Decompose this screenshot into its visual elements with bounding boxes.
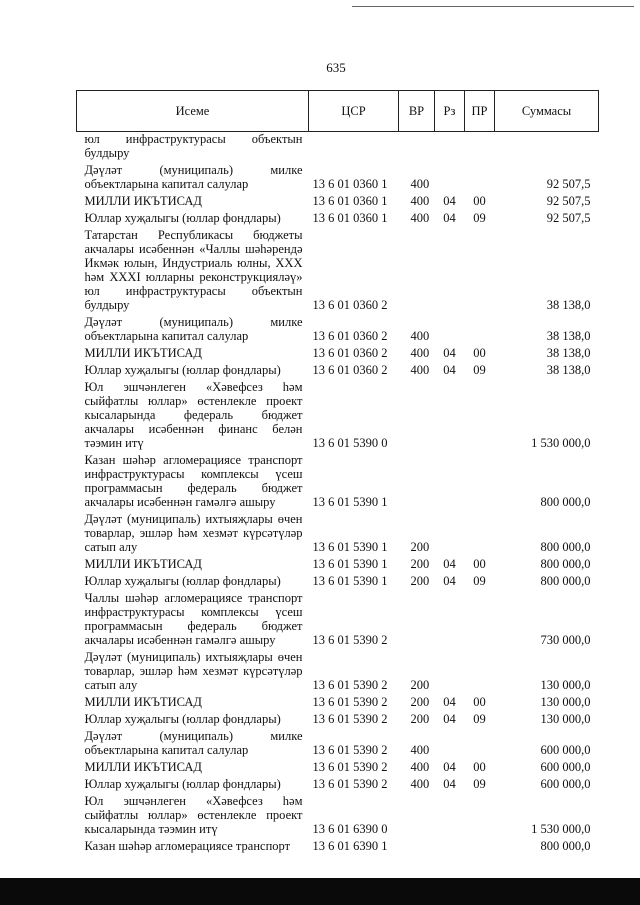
cell-vr: 400 — [410, 777, 430, 791]
cell-sum: 730 000,0 — [540, 633, 591, 647]
cell-csr: 13 6 01 5390 1 — [312, 557, 388, 571]
table-row — [77, 377, 599, 450]
cell-csr: 13 6 01 5390 2 — [312, 695, 388, 709]
cell-rz: 04 — [443, 557, 456, 571]
header-rz: Рз — [435, 91, 465, 132]
cell-vr: 200 — [410, 712, 430, 726]
cell-pr: 09 — [473, 712, 486, 726]
header-sum: Суммасы — [495, 91, 599, 132]
table-row — [77, 160, 599, 191]
cell-vr: 400 — [410, 346, 430, 360]
table-row — [77, 191, 599, 208]
cell-name: Дәүләт (муниципаль) ихтыяҗлары өчен товарлар, эшләр һәм хезмәт күрсәтүләр сатып алу — [84, 512, 303, 554]
cell-csr: 13 6 01 5390 2 — [312, 678, 388, 692]
cell-rz: 04 — [443, 760, 456, 774]
cell-vr — [399, 132, 435, 161]
cell-vr — [399, 836, 435, 853]
header-vr: ВР — [399, 91, 435, 132]
cell-rz: 04 — [443, 712, 456, 726]
cell-csr: 13 6 01 0360 2 — [312, 298, 388, 312]
cell-csr: 13 6 01 5390 2 — [312, 777, 388, 791]
cell-vr — [399, 450, 435, 509]
cell-csr: 13 6 01 5390 1 — [312, 574, 388, 588]
cell-sum: 92 507,5 — [546, 194, 591, 208]
header-name: Исеме — [77, 91, 309, 132]
cell-csr: 13 6 01 5390 2 — [312, 712, 388, 726]
cell-sum: 800 000,0 — [540, 540, 591, 554]
cell-sum: 92 507,5 — [546, 177, 591, 191]
table-body — [77, 132, 599, 854]
cell-vr: 400 — [410, 329, 430, 343]
cell-sum: 130 000,0 — [540, 712, 591, 726]
cell-pr — [465, 836, 495, 853]
cell-name: Казан шәһәр агломерациясе транспорт — [84, 839, 291, 853]
cell-name: Юллар хуҗалыгы (юллар фондлары) — [84, 712, 281, 726]
cell-vr: 200 — [410, 574, 430, 588]
cell-name: юл инфраструктурасы объектын булдыру — [84, 132, 303, 160]
cell-rz — [435, 225, 465, 312]
cell-pr: 00 — [473, 557, 486, 571]
table-row — [77, 450, 599, 509]
cell-sum: 600 000,0 — [540, 743, 591, 757]
cell-pr — [465, 132, 495, 161]
cell-name: МИЛЛИ ИКЪТИСАД — [84, 346, 202, 360]
cell-csr: 13 6 01 0360 2 — [312, 329, 388, 343]
cell-vr: 400 — [410, 363, 430, 377]
cell-name: Юллар хуҗалыгы (юллар фондлары) — [84, 211, 281, 225]
scan-bottom-edge — [0, 878, 640, 905]
cell-sum: 38 138,0 — [546, 346, 591, 360]
table-row — [77, 647, 599, 692]
cell-pr — [465, 791, 495, 836]
cell-sum: 38 138,0 — [546, 363, 591, 377]
cell-rz: 04 — [443, 211, 456, 225]
cell-rz — [435, 312, 465, 343]
cell-sum — [495, 132, 599, 161]
cell-pr: 09 — [473, 574, 486, 588]
cell-vr: 400 — [410, 743, 430, 757]
cell-csr: 13 6 01 5390 2 — [312, 633, 388, 647]
cell-vr: 200 — [410, 540, 430, 554]
table-row — [77, 588, 599, 647]
table-row — [77, 836, 599, 853]
cell-csr: 13 6 01 5390 1 — [312, 495, 388, 509]
cell-rz — [435, 377, 465, 450]
cell-csr: 13 6 01 0360 2 — [312, 346, 388, 360]
cell-csr: 13 6 01 5390 0 — [312, 436, 388, 450]
cell-pr: 09 — [473, 777, 486, 791]
table-row — [77, 343, 599, 360]
table-row — [77, 774, 599, 791]
cell-name: Юллар хуҗалыгы (юллар фондлары) — [84, 363, 281, 377]
table-row — [77, 208, 599, 225]
cell-rz — [435, 647, 465, 692]
cell-sum: 600 000,0 — [540, 760, 591, 774]
cell-pr: 09 — [473, 211, 486, 225]
table-row — [77, 791, 599, 836]
cell-pr — [465, 377, 495, 450]
table-row — [77, 709, 599, 726]
cell-pr — [465, 160, 495, 191]
cell-rz — [435, 836, 465, 853]
budget-table-container — [76, 90, 598, 853]
cell-vr: 400 — [410, 760, 430, 774]
cell-vr — [399, 791, 435, 836]
table-row — [77, 509, 599, 554]
page-number: 635 — [326, 60, 346, 75]
cell-rz — [435, 132, 465, 161]
cell-vr: 200 — [410, 678, 430, 692]
cell-rz — [435, 726, 465, 757]
table-row — [77, 571, 599, 588]
cell-name: Юллар хуҗалыгы (юллар фондлары) — [84, 777, 281, 791]
cell-rz — [435, 588, 465, 647]
cell-vr: 400 — [410, 211, 430, 225]
cell-rz — [435, 509, 465, 554]
cell-sum: 800 000,0 — [540, 557, 591, 571]
table-row — [77, 692, 599, 709]
cell-sum: 600 000,0 — [540, 777, 591, 791]
table-row — [77, 132, 599, 161]
cell-vr: 400 — [410, 194, 430, 208]
cell-rz: 04 — [443, 777, 456, 791]
cell-vr — [399, 225, 435, 312]
cell-pr — [465, 647, 495, 692]
cell-name: МИЛЛИ ИКЪТИСАД — [84, 760, 202, 774]
table-row — [77, 360, 599, 377]
cell-csr: 13 6 01 0360 1 — [312, 211, 388, 225]
cell-csr: 13 6 01 0360 2 — [312, 363, 388, 377]
cell-pr — [465, 509, 495, 554]
cell-pr — [465, 312, 495, 343]
cell-pr: 00 — [473, 760, 486, 774]
cell-sum: 800 000,0 — [540, 574, 591, 588]
budget-table — [76, 90, 599, 853]
cell-rz — [435, 791, 465, 836]
cell-vr — [399, 588, 435, 647]
cell-csr: 13 6 01 5390 2 — [312, 743, 388, 757]
cell-vr: 200 — [410, 695, 430, 709]
cell-sum: 38 138,0 — [546, 298, 591, 312]
cell-rz: 04 — [443, 194, 456, 208]
table-row — [77, 554, 599, 571]
cell-name: Юл эшчәнлеген «Хәвефсез һәм сыйфатлы юллар» өстенлекле проект кысаларында тәэмин итү — [84, 794, 303, 836]
cell-sum: 92 507,5 — [546, 211, 591, 225]
cell-name: МИЛЛИ ИКЪТИСАД — [84, 557, 202, 571]
cell-sum: 130 000,0 — [540, 678, 591, 692]
cell-name: МИЛЛИ ИКЪТИСАД — [84, 194, 202, 208]
cell-name: Дәүләт (муниципаль) милке объектларына капитал салулар — [84, 729, 303, 757]
cell-pr — [465, 450, 495, 509]
cell-sum: 1 530 000,0 — [531, 436, 591, 450]
cell-name: Чаллы шәһәр агломерациясе транспорт инфраструктурасы комплексы үсеш программасын федераль бюджет акчалары исәбеннән гамәлгә ашыру — [84, 591, 303, 647]
cell-name: Татарстан Республикасы бюджеты акчалары исәбеннән «Чаллы шәһәрендә Икмәк юлын, Индустриаль юлны, XXX һәм XXXI юлларны реконструкцияләү» юл инфраструктурасы объектын булдыру — [84, 228, 303, 312]
cell-rz — [435, 450, 465, 509]
cell-pr — [465, 225, 495, 312]
cell-name: МИЛЛИ ИКЪТИСАД — [84, 695, 202, 709]
cell-pr: 00 — [473, 695, 486, 709]
cell-csr: 13 6 01 5390 1 — [312, 540, 388, 554]
table-row — [77, 312, 599, 343]
cell-vr — [399, 377, 435, 450]
table-row — [77, 757, 599, 774]
cell-sum: 1 530 000,0 — [531, 822, 591, 836]
cell-rz: 04 — [443, 695, 456, 709]
cell-rz: 04 — [443, 363, 456, 377]
cell-pr: 09 — [473, 363, 486, 377]
cell-name: Дәүләт (муниципаль) милке объектларына капитал салулар — [84, 163, 303, 191]
cell-sum: 38 138,0 — [546, 329, 591, 343]
cell-csr: 13 6 01 5390 2 — [312, 760, 388, 774]
cell-pr — [465, 588, 495, 647]
cell-name: Дәүләт (муниципаль) ихтыяҗлары өчен товарлар, эшләр һәм хезмәт күрсәтүләр сатып алу — [84, 650, 303, 692]
cell-csr: 13 6 01 0360 1 — [312, 194, 388, 208]
cell-vr: 200 — [410, 557, 430, 571]
cell-rz — [435, 160, 465, 191]
cell-csr: 13 6 01 6390 0 — [312, 822, 388, 836]
cell-name: Юллар хуҗалыгы (юллар фондлары) — [84, 574, 281, 588]
cell-csr — [309, 132, 399, 161]
cell-sum: 800 000,0 — [540, 839, 591, 853]
cell-name: Юл эшчәнлеген «Хәвефсез һәм сыйфатлы юллар» өстенлекле проект кысаларында федераль бюджет акчалары исәбеннән финанс белән тәэмин итү — [84, 380, 303, 450]
table-header-row — [77, 91, 599, 132]
cell-sum: 800 000,0 — [540, 495, 591, 509]
cell-name: Казан шәһәр агломерациясе транспорт инфраструктурасы комплексы үсеш программасын федераль бюджет акчалары исәбеннән гамәлгә ашыру — [84, 453, 303, 509]
header-csr: ЦСР — [309, 91, 399, 132]
table-row — [77, 726, 599, 757]
cell-rz: 04 — [443, 574, 456, 588]
cell-pr: 00 — [473, 194, 486, 208]
cell-sum: 130 000,0 — [540, 695, 591, 709]
cell-name: Дәүләт (муниципаль) милке объектларына капитал салулар — [84, 315, 303, 343]
cell-csr: 13 6 01 0360 1 — [312, 177, 388, 191]
cell-rz: 04 — [443, 346, 456, 360]
cell-csr: 13 6 01 6390 1 — [312, 839, 388, 853]
cell-pr — [465, 726, 495, 757]
header-pr: ПР — [465, 91, 495, 132]
cell-pr: 00 — [473, 346, 486, 360]
top-rule — [352, 6, 634, 7]
table-row — [77, 225, 599, 312]
cell-vr: 400 — [410, 177, 430, 191]
